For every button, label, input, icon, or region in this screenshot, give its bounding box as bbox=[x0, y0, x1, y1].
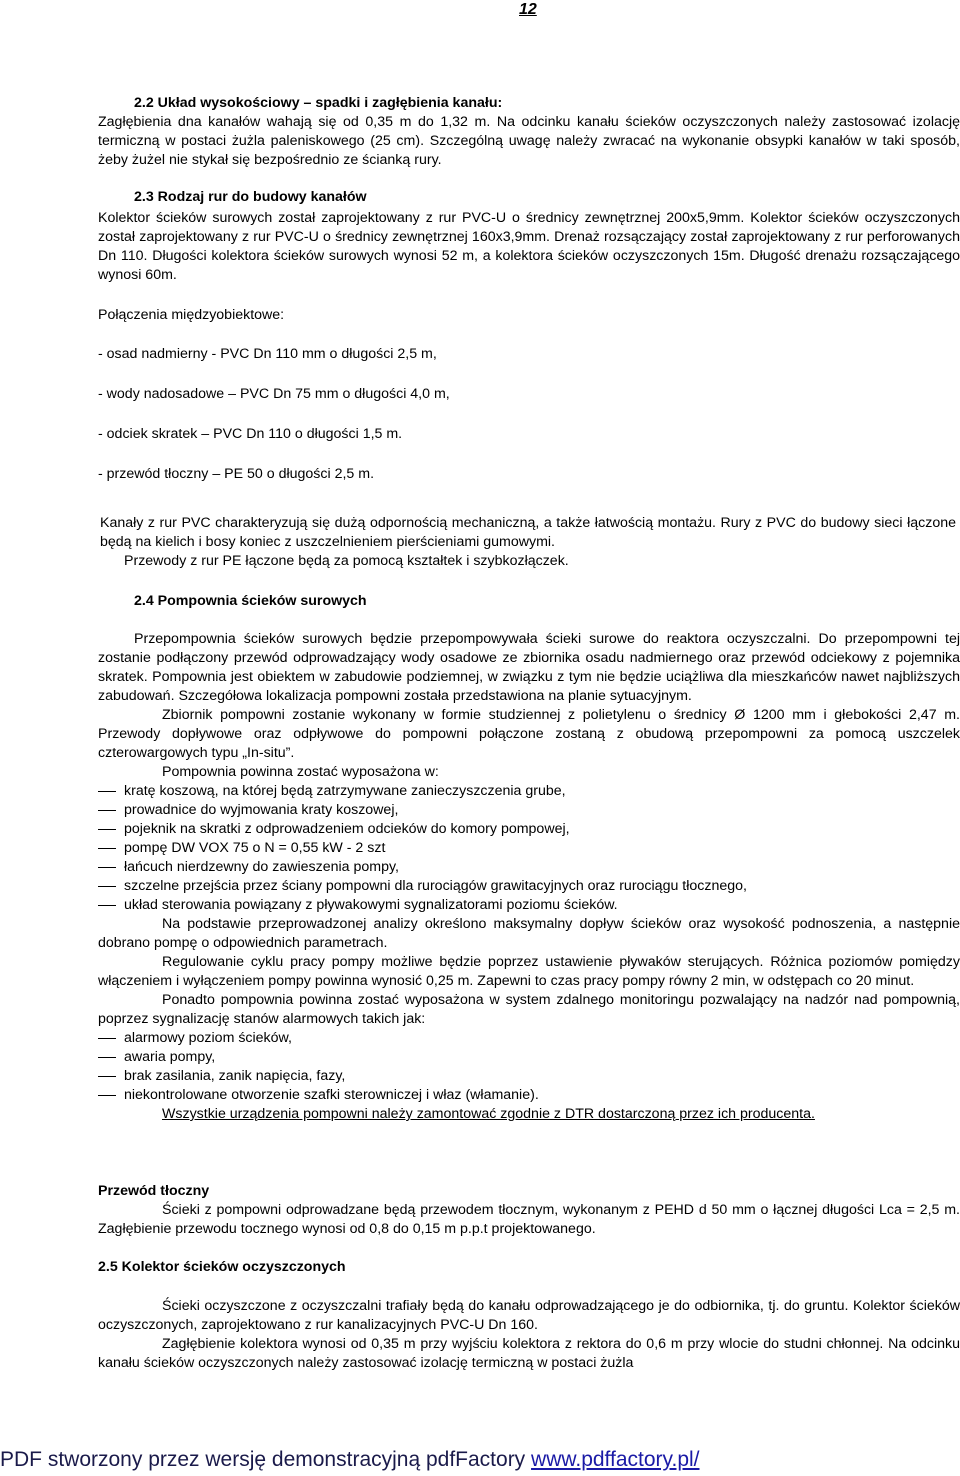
section-2-4-title: 2.4 Pompownia ścieków surowych bbox=[134, 593, 367, 609]
list-item: prowadnice do wyjmowania kraty koszowej, bbox=[98, 801, 960, 820]
pump-cycle: Regulowanie cyklu pracy pompy możliwe będzie poprzez ustawienie pływaków sterujących. Różnica poziomów pomiędzy włączeniem i wyłączeniem pompy powinna wynosić 0,25 m. Zapewni to czas pracy pompy równy 2 min, w odstępach co 20 minut. bbox=[98, 954, 960, 989]
list-item: układ sterowania powiązany z pływakowymi sygnalizatorami poziomu ścieków. bbox=[98, 896, 960, 915]
connection-item: - osad nadmierny - PVC Dn 110 mm o długości 2,5 m, bbox=[98, 346, 437, 362]
connection-item: - przewód tłoczny – PE 50 o długości 2,5 m. bbox=[98, 466, 375, 482]
list-item: brak zasilania, zanik napięcia, fazy, bbox=[98, 1067, 960, 1086]
pdf-footer bbox=[0, 1446, 700, 1474]
section-2-3-body: Kolektor ścieków surowych został zaprojektowany z rur PVC-U o średnicy zewnętrznej 200x5,9mm. Kolektor ścieków oczyszczonych został zaprojektowany z rur PVC-U o średnicy zewnętrznej 160x3,9mm. Drenaż rozsączający został zaprojektowany z rur perforowanych Dn 110. Długości kolektora ścieków surowych wynosi 52 m, a kolektora ścieków oczyszczonych 15m. Długość drenażu rozsączającego wynosi 60m. bbox=[98, 210, 960, 283]
section-2-2-body: Zagłębienia dna kanałów wahają się od 0,35 m do 1,32 m. Na odcinku kanału ścieków oczyszczonych należy zastosować izolację termiczną w postaci żużla paleniskowego (25 cm). Szczególną uwagę należy zwracać na wykonanie obsypki kanałów w taki sposób, żeby żużel nie stykał się bezpośrednio ze ścianką rury. bbox=[98, 114, 960, 168]
section-2-5-p1: Ścieki oczyszczone z oczyszczalni trafiały będą do kanału odprowadzającego je do odbiornika, tj. do gruntu. Kolektor ścieków oczyszczonych, zaprojektowano z rur kanalizacyjnych PVC-U Dn 160. bbox=[98, 1298, 960, 1333]
pressure-pipe-title: Przewód tłoczny bbox=[98, 1183, 210, 1199]
section-2-3 bbox=[98, 188, 960, 484]
connections-title: Połączenia międzyobiektowe: bbox=[98, 307, 285, 323]
list-item: kratę koszową, na której będą zatrzymywane zanieczyszczenia grube, bbox=[98, 782, 960, 801]
pump-tank-description: Zbiornik pompowni zostanie wykonany w formie studziennej z polietylenu o średnicy Ø 1200 mm i głebokości 2,47 m. Przewody dopływowe oraz odpływowe do pompowni połączone zostaną z obudową przepompowni za pomocą uszczelek czterowargowych typu „In-situ”. bbox=[98, 707, 960, 761]
section-2-5-p2: Zagłębienie kolektora wynosi od 0,35 m przy wyjściu kolektora z rektora do 0,6 m przy wlocie do studni chłonnej. Na odcinku kanału ścieków oczyszczonych należy zastosować izolację termiczną w postaci żużla bbox=[98, 1336, 960, 1371]
list-item: łańcuch nierdzewny do zawieszenia pompy, bbox=[98, 858, 960, 877]
pressure-pipe-section bbox=[98, 1182, 960, 1239]
section-2-5 bbox=[98, 1258, 960, 1373]
list-item: niekontrolowane otworzenie szafki sterowniczej i właz (włamanie). bbox=[98, 1086, 960, 1105]
pump-analysis: Na podstawie przeprowadzonej analizy określono maksymalny dopływ ścieków oraz wysokość podnoszenia, a następnie dobrano pompę o odpowiednich parametrach. bbox=[98, 916, 960, 951]
equipment-intro: Pompownia powinna zostać wyposażona w: bbox=[162, 764, 439, 780]
alarm-list bbox=[98, 1029, 960, 1105]
footer-text: PDF stworzony przez wersję demonstracyjną pdfFactory bbox=[0, 1448, 532, 1471]
section-2-5-title: 2.5 Kolektor ścieków oczyszczonych bbox=[98, 1259, 346, 1275]
section-2-4 bbox=[98, 592, 960, 1124]
connection-item: - wody nadosadowe – PVC Dn 75 mm o długości 4,0 m, bbox=[98, 386, 450, 402]
list-item: alarmowy poziom ścieków, bbox=[98, 1029, 960, 1048]
monitoring-intro: Ponadto pompownia powinna zostać wyposażona w system zdalnego monitoringu pozwalający na nadzór nad pompownią, poprzez sygnalizację stanów alarmowych takich jak: bbox=[98, 992, 960, 1027]
list-item: pojeknik na skratki z odprowadzeniem odcieków do komory pompowej, bbox=[98, 820, 960, 839]
equipment-list bbox=[98, 782, 960, 915]
list-item: pompę DW VOX 75 o N = 0,55 kW - 2 szt bbox=[98, 839, 960, 858]
pvc-text: Kanały z rur PVC charakteryzują się dużą odpornością mechaniczną, a także łatwością montażu. Rury z PVC do budowy sieci łączone będą na kielich i bosy koniec z uszczelnieniem pierścieniami gumowymi. bbox=[100, 515, 956, 550]
section-2-3-title: 2.3 Rodzaj rur do budowy kanałów bbox=[134, 189, 367, 205]
list-item: awaria pompy, bbox=[98, 1048, 960, 1067]
section-2-2 bbox=[98, 94, 960, 170]
list-item: szczelne przejścia przez ściany pompowni dla rurociągów grawitacyjnych oraz rurociągu tłocznego, bbox=[98, 877, 960, 896]
installation-note: Wszystkie urządzenia pompowni należy zamontować zgodnie z DTR dostarczoną przez ich producenta. bbox=[162, 1106, 815, 1122]
pressure-pipe-body: Ścieki z pompowni odprowadzane będą przewodem tłocznym, wykonanym z PEHD d 50 mm o łącznej długości Lca = 2,5 m. Zagłębienie przewodu tocznego wynosi od 0,8 do 0,15 m p.p.t projektowanego. bbox=[98, 1202, 960, 1237]
pe-text: Przewody z rur PE łączone będą za pomocą kształtek i szybkozłączek. bbox=[124, 553, 569, 569]
pvc-paragraph bbox=[100, 514, 956, 571]
page-number: 12 bbox=[519, 1, 537, 18]
pdffactory-link[interactable]: www.pdffactory.pl/ bbox=[531, 1448, 700, 1471]
section-2-2-title: 2.2 Układ wysokościowy – spadki i zagłębienia kanału: bbox=[134, 95, 503, 111]
connection-item: - odciek skratek – PVC Dn 110 o długości 1,5 m. bbox=[98, 426, 403, 442]
pump-station-intro: Przepompownia ścieków surowych będzie przepompowywała ścieki surowe do reaktora oczyszczalni. Do przepompowni tej zostanie podłączony przewód odprowadzający wody osadowe ze zbiornika osadu nadmiernego oraz przewód odciekowy z pojemnika skratek. Pompownia jest obiektem w zabudowie podziemnej, w związku z tym nie będzie uciążliwa dla mieszkańców nawet najbliższych zabudowań. Szczegółowa lokalizacja pompowni została przedstawiona na planie sytuacyjnym. bbox=[98, 631, 960, 704]
